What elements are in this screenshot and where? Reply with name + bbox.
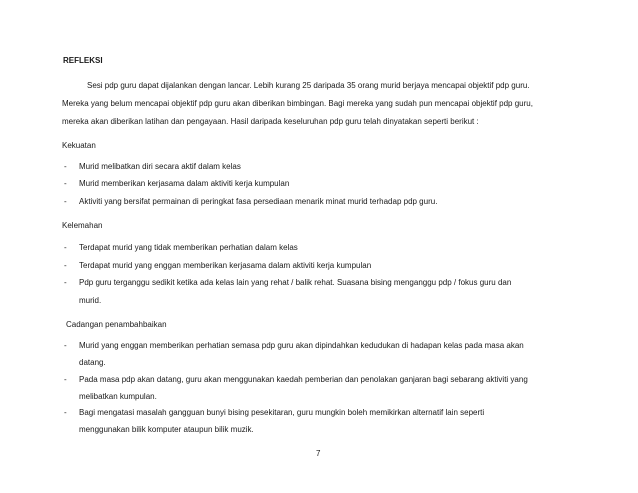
list-item: Aktiviti yang bersifat permainan di peringkat fasa persediaan menarik minat murid terhadap pdp guru. — [79, 197, 438, 206]
list-item: Murid melibatkan diri secara aktif dalam kelas — [79, 162, 241, 171]
bullet-dash: - — [64, 179, 67, 188]
bullet-dash: - — [64, 408, 67, 417]
list-item: Pdp guru terganggu sedikit ketika ada kelas lain yang rehat / balik rehat. Suasana bising menganggu pdp / fokus guru dan — [79, 278, 512, 287]
intro-line: mereka akan diberikan latihan dan pengayaan. Hasil daripada keseluruhan pdp guru telah dinyatakan seperti berikut : — [62, 117, 479, 126]
list-item-continuation: murid. — [79, 296, 102, 305]
list-item: Pada masa pdp akan datang, guru akan menggunakan kaedah pemberian dan penolakan ganjaran bagi sebarang aktiviti yang — [79, 375, 528, 384]
list-item: Murid memberikan kerjasama dalam aktiviti kerja kumpulan — [79, 179, 290, 188]
list-item-continuation: menggunakan bilik komputer ataupun bilik muzik. — [79, 425, 254, 434]
list-item: Terdapat murid yang tidak memberikan perhatian dalam kelas — [79, 243, 298, 252]
intro-line: Sesi pdp guru dapat dijalankan dengan lancar. Lebih kurang 25 daripada 35 orang murid berjaya mencapai objektif pdp guru. — [87, 81, 530, 90]
bullet-dash: - — [64, 278, 67, 287]
list-item: Bagi mengatasi masalah gangguan bunyi bising pesekitaran, guru mungkin boleh memikirkan alternatif lain seperti — [79, 408, 485, 417]
bullet-dash: - — [64, 375, 67, 384]
cadangan-title: Cadangan penambahbaikan — [66, 320, 167, 329]
kelemahan-title: Kelemahan — [62, 221, 103, 230]
list-item-continuation: melibatkan kumpulan. — [79, 392, 157, 401]
intro-line: Mereka yang belum mencapai objektif pdp guru akan diberikan bimbingan. Bagi mereka yang sudah pun mencapai objektif pdp guru, — [62, 99, 533, 108]
bullet-dash: - — [64, 341, 67, 350]
page-number: 7 — [316, 449, 321, 458]
bullet-dash: - — [64, 197, 67, 206]
list-item: Terdapat murid yang enggan memberikan kerjasama dalam aktiviti kerja kumpulan — [79, 261, 372, 270]
kekuatan-title: Kekuatan — [62, 141, 96, 150]
list-item: Murid yang enggan memberikan perhatian semasa pdp guru akan dipindahkan kedudukan di hadapan kelas pada masa akan — [79, 341, 524, 350]
bullet-dash: - — [64, 162, 67, 171]
bullet-dash: - — [64, 243, 67, 252]
section-heading: REFLEKSI — [63, 56, 103, 65]
list-item-continuation: datang. — [79, 358, 106, 367]
bullet-dash: - — [64, 261, 67, 270]
